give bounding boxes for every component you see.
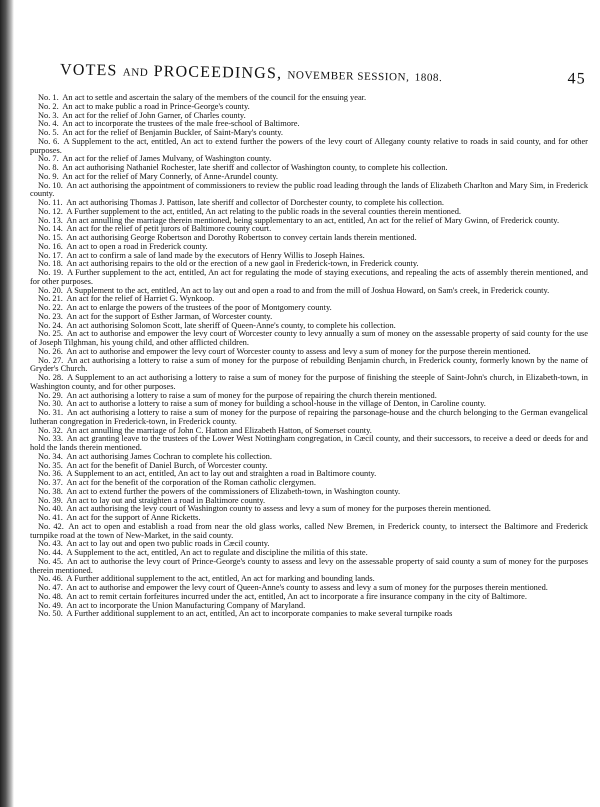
- act-text: An act for the benefit of the corporation of the Roman catholic clergymen.: [66, 478, 316, 487]
- act-number: No. 16.: [38, 241, 63, 251]
- act-item: [30, 357, 588, 375]
- act-text: An act for the relief of petit jurors of Baltimore county court.: [66, 224, 272, 234]
- act-number: No. 6.: [38, 136, 60, 146]
- act-number: No. 46.: [38, 574, 63, 584]
- act-number: No. 2.: [38, 101, 59, 111]
- act-text: An act authorising repairs to the old or the erection of a new gaol in Frederick-town, in Frederick county.: [66, 259, 419, 269]
- act-item: [30, 409, 588, 427]
- act-text: An act for the relief of John Garner, of Charles county.: [62, 110, 246, 120]
- act-text: An act for the support of Anne Ricketts.: [66, 513, 201, 522]
- act-text: An act authorising Solomon Scott, late sheriff of Queen-Anne's county, to complete his collection.: [66, 320, 396, 330]
- act-number: No. 12.: [38, 206, 63, 216]
- act-item: [30, 182, 588, 200]
- act-text: An act to incorporate the Union Manufacturing Company of Maryland.: [66, 600, 306, 610]
- act-number: No. 48.: [38, 591, 63, 601]
- act-number: No. 36.: [38, 469, 63, 479]
- act-item: [30, 138, 588, 156]
- act-item: [30, 374, 588, 392]
- header-title-2: PROCEEDINGS,: [153, 63, 283, 83]
- act-text: A Further supplement to the act, entitled, An act relating to the public roads in the several counties therein mentioned.: [66, 206, 461, 216]
- act-number: No. 35.: [38, 460, 63, 470]
- act-number: No. 4.: [38, 119, 59, 129]
- act-text: An act to confirm a sale of land made by the executors of Henry Willis to Joseph Haines.: [66, 250, 365, 260]
- act-text: An act authorising the levy court of Washington county to assess and levy a sum of money for the purposes therein mentioned.: [66, 504, 491, 514]
- act-number: No. 18.: [38, 259, 63, 269]
- act-text: An act authorising George Robertson and Dorothy Robertson to convey certain lands therein mentioned.: [66, 233, 417, 242]
- act-number: No. 38.: [38, 486, 63, 496]
- act-text: A Supplement to an act authorising a lottery to raise a sum of money for the purpose of finishing the steeple of Saint-John's church, in Elizabeth-town, in Washington county, and for other purposes.: [30, 373, 588, 391]
- running-head: [60, 61, 586, 88]
- act-text: An act annulling the marriage of John C. Hatton and Elizabeth Hatton, of Somerset county.: [66, 425, 372, 435]
- act-text: An act to settle and ascertain the salary of the members of the council for the ensuing year.: [62, 93, 367, 102]
- act-text: An act authorising a lottery to raise a sum of money for the purpose of rebuilding Benjamin church, in Frederick county, formerly known by the name of Gryder's Church.: [30, 355, 588, 374]
- act-number: No. 33.: [38, 434, 64, 444]
- act-number: No. 15.: [38, 233, 63, 242]
- act-text: A Supplement to the act, entitled, An act to lay out and open a road to and from the mill of Joshua Howard, on Sam's creek, in Frederick county.: [66, 285, 550, 295]
- act-item: [30, 269, 588, 287]
- act-number: No. 3.: [38, 110, 59, 120]
- act-number: No. 30.: [38, 399, 63, 409]
- act-number: No. 10.: [38, 180, 63, 190]
- act-number: No. 43.: [38, 539, 63, 549]
- act-text: An act for the relief of Mary Connerly, of Anne-Arundel county.: [62, 171, 279, 181]
- act-number: No. 47.: [38, 583, 63, 592]
- act-text: An act granting leave to the trustees of the Lower West Nottingham congregation, in Cæcil county, and their successors, to receive a deed or deeds for and hold the lands therein mentioned.: [30, 434, 588, 452]
- act-text: An act to authorise and empower the levy court of Worcester county to assess and levy a sum of money for the purpose therein mentioned.: [66, 346, 531, 356]
- act-text: An act authorising the appointment of commissioners to review the public road leading through the lands of Elizabeth Charlton and Mary Sim, in Frederick county.: [30, 180, 589, 199]
- act-text: An act for the relief of James Mulvany, of Washington county.: [62, 154, 272, 164]
- act-item: [30, 435, 588, 453]
- act-number: No. 27.: [38, 355, 64, 365]
- act-number: No. 24.: [38, 320, 63, 330]
- act-number: No. 28.: [38, 373, 64, 382]
- act-text: An act to open a road in Frederick county.: [66, 241, 208, 251]
- act-number: No. 23.: [38, 311, 63, 321]
- act-number: No. 26.: [38, 346, 63, 356]
- act-text: A Further supplement to the act, entitled, An act for regulating the mode of staying executions, and repealing the acts of assembly therein mentioned, and for other purposes.: [30, 268, 588, 286]
- act-number: No. 14.: [38, 224, 63, 234]
- act-text: An act for the relief of Benjamin Buckler, of Saint-Mary's county.: [62, 128, 283, 137]
- act-text: An act to incorporate the trustees of the male free-school of Baltimore.: [62, 119, 300, 129]
- act-number: No. 39.: [38, 495, 63, 505]
- act-number: No. 45.: [38, 556, 64, 566]
- act-text: An act to make public a road in Prince-George's county.: [62, 101, 250, 111]
- act-text: An act to authorise and empower the levy court of Worcester county to levy annually a sum of money on the assessable property of said county for the use of Joseph Tilghman, his young child, and other afflicted children.: [30, 329, 588, 347]
- act-text: An act annulling the marriage therein mentioned, being supplementary to an act, entitled, An act for the relief of Mary Gwinn, of Frederick county.: [66, 215, 560, 225]
- act-number: No. 22.: [38, 303, 63, 312]
- act-number: No. 7.: [38, 154, 59, 164]
- act-text: A Supplement to an act, entitled, An act to lay out and straighten a road in Baltimore county.: [66, 469, 377, 479]
- act-number: No. 9.: [38, 171, 59, 181]
- act-text: An act authorising a lottery to raise a sum of money for the purpose of repairing the parsonage-house and the church belonging to the German evangelical lutheran congregation in Frederick-town, in Frederick county.: [30, 408, 588, 426]
- act-number: No. 17.: [38, 250, 63, 260]
- act-number: No. 40.: [38, 504, 63, 514]
- act-text: An act for the benefit of Daniel Burch, of Worcester county.: [66, 460, 268, 470]
- act-text: An act authorising a lottery to raise a sum of money for the purpose of repairing the church therein mentioned.: [66, 390, 437, 400]
- header-session: NOVEMBER SESSION,: [287, 69, 410, 84]
- act-text: An act for the relief of Harriet G. Wynkoop.: [66, 294, 215, 304]
- act-text: A Further additional supplement to the act, entitled, An act for marking and bounding lands.: [66, 574, 375, 584]
- act-number: No. 50.: [38, 609, 63, 619]
- header-year: 1808.: [414, 71, 443, 85]
- act-text: An act authorising Thomas J. Pattison, late sheriff and collector of Dorchester county, to complete his collection.: [66, 198, 445, 207]
- act-item: [30, 330, 588, 348]
- act-text: A Supplement to the act, entitled, An act to regulate and discipline the militia of this state.: [66, 548, 368, 557]
- act-item: [30, 558, 588, 576]
- act-number: No. 20.: [38, 285, 63, 295]
- act-number: No. 34.: [38, 451, 63, 461]
- act-item: [30, 523, 588, 541]
- act-text: An act to extend further the powers of the commissioners of Elizabeth-town, in Washington county.: [66, 486, 401, 496]
- act-number: No. 41.: [38, 513, 63, 522]
- act-number: No. 13.: [38, 215, 63, 225]
- act-number: No. 49.: [38, 600, 63, 610]
- act-text: An act to authorise the levy court of Prince-George's county to assess and levy on the assessable property of said county a sum of money for the purposes therein mentioned.: [30, 556, 588, 575]
- act-text: An act to open and establish a road from near the old glass works, called New Bremen, in Frederick county, to intersect the Baltimore and Frederick turnpike road at the town of New-Market, in the said county.: [30, 521, 588, 540]
- act-text: An act to enlarge the powers of the trustees of the poor of Montgomery county.: [66, 303, 332, 312]
- act-text: An act to lay out and straighten a road in Baltimore county.: [66, 495, 266, 505]
- act-text: An act to authorise and empower the levy court of Queen-Anne's county to assess and levy a sum of money for the purposes therein mentioned.: [66, 583, 548, 592]
- act-text: A Supplement to the act, entitled, An act to extend further the powers of the levy court of Allegany county relative to roads in said county, and for other purposes.: [30, 136, 588, 155]
- act-number: No. 11.: [38, 198, 63, 207]
- act-number: No. 37.: [38, 478, 63, 487]
- book-spine-shadow: [0, 0, 14, 807]
- act-text: An act authorising James Cochran to complete his collection.: [66, 451, 272, 461]
- act-number: No. 5.: [38, 128, 59, 137]
- act-text: An act to remit certain forfeitures incurred under the act, entitled, An act to incorporate a fire insurance company in the city of Baltimore.: [66, 591, 527, 601]
- acts-list: [30, 94, 588, 619]
- act-text: An act for the support of Esther Jarman, of Worcester county.: [66, 311, 273, 321]
- header-conjunction: AND: [122, 66, 149, 79]
- act-number: No. 8.: [38, 163, 59, 172]
- act-text: An act authorising Nathaniel Rochester, late sheriff and collector of Washington county, to complete his collection.: [62, 163, 448, 172]
- page-number: 45: [567, 70, 587, 88]
- act-number: No. 32.: [38, 425, 63, 435]
- act-text: An act to authorise a lottery to raise a sum of money for building a school-house in the village of Denton, in Caroline county.: [66, 399, 486, 409]
- act-text: A Further additional supplement to an act, entitled, An act to incorporate companies to make several turnpike roads: [66, 609, 453, 619]
- act-number: No. 1.: [38, 93, 59, 102]
- act-number: No. 44.: [38, 548, 63, 557]
- act-item: [30, 610, 588, 619]
- act-number: No. 42.: [38, 521, 64, 531]
- act-number: No. 21.: [38, 294, 63, 304]
- header-title: VOTES: [59, 61, 118, 80]
- act-number: No. 31.: [38, 408, 64, 417]
- act-number: No. 19.: [38, 268, 64, 277]
- act-number: No. 29.: [38, 390, 63, 400]
- act-number: No. 25.: [38, 329, 64, 339]
- act-text: An act to lay out and open two public roads in Cæcil county.: [66, 539, 270, 549]
